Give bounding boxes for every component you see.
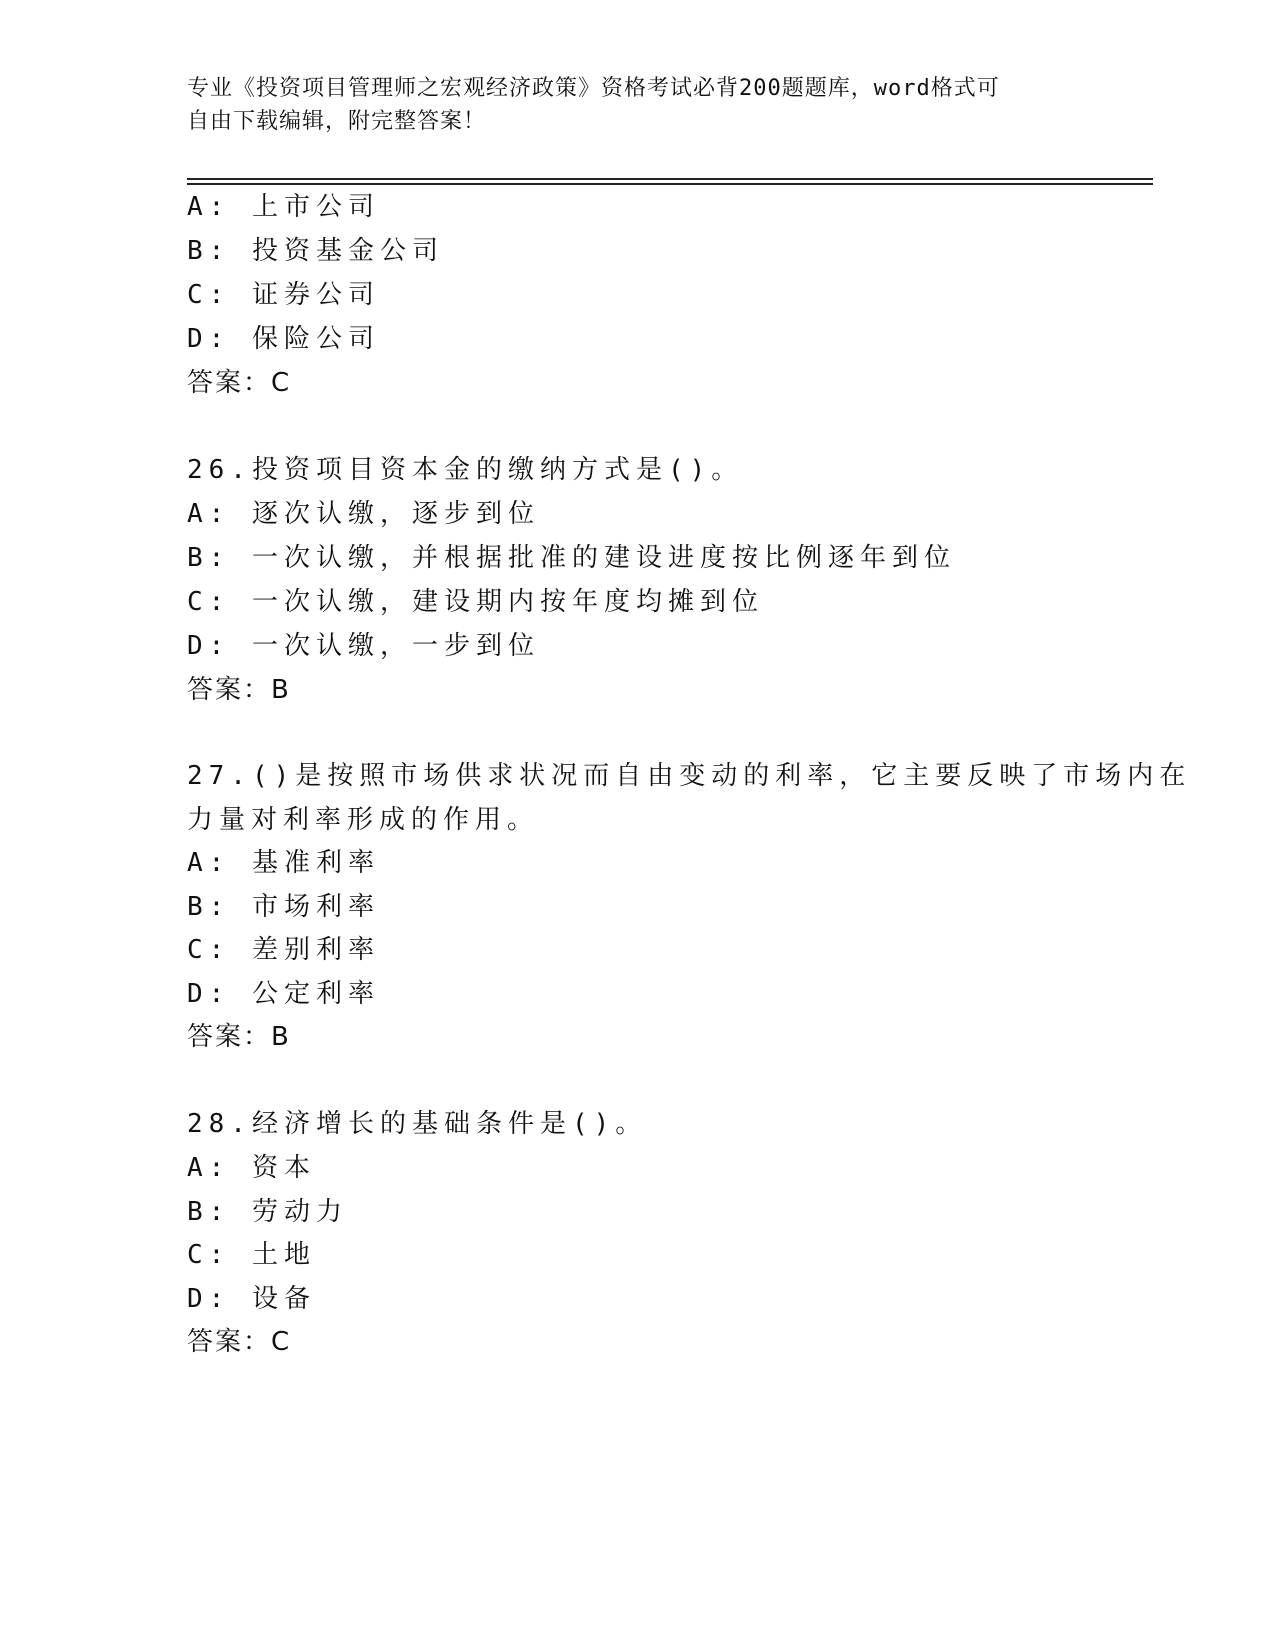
q27-option-b: B: 市场利率: [187, 892, 380, 922]
q26-answer: 答案：B: [187, 675, 291, 705]
q25-option-d: D: 保险公司: [187, 324, 380, 354]
header-line-2: 自由下载编辑，附完整答案！: [187, 109, 487, 134]
q27-question-line-2: 力量对利率形成的作用。: [187, 805, 540, 835]
header-divider-top: [187, 178, 1153, 180]
q25-answer: 答案：C: [187, 368, 292, 398]
q28-option-a: A: 资本: [187, 1153, 316, 1183]
q27-option-a: A: 基准利率: [187, 848, 380, 878]
q26-option-b: B: 一次认缴，并根据批准的建设进度按比例逐年到位: [187, 543, 956, 573]
header-line-1: 专业《投资项目管理师之宏观经济政策》资格考试必背200题题库，word格式可: [187, 76, 1000, 101]
document-header: [187, 72, 1087, 138]
q26-question: 26.投资项目资本金的缴纳方式是()。: [187, 455, 744, 485]
q27-option-c: C: 差别利率: [187, 935, 380, 965]
q28-option-d: D: 设备: [187, 1284, 316, 1314]
q25-option-c: C: 证券公司: [187, 280, 380, 310]
q28-option-c: C: 土地: [187, 1240, 316, 1270]
q27-option-d: D: 公定利率: [187, 979, 380, 1009]
q28-option-b: B: 劳动力: [187, 1197, 348, 1227]
q25-option-a: A: 上市公司: [187, 192, 380, 222]
header-divider-bottom: [187, 183, 1153, 185]
q26-option-d: D: 一次认缴，一步到位: [187, 631, 540, 661]
q26-option-c: C: 一次认缴，建设期内按年度均摊到位: [187, 587, 764, 617]
q27-answer: 答案：B: [187, 1022, 291, 1052]
q25-option-b: B: 投资基金公司: [187, 236, 444, 266]
q27-question-line-1: 27.()是按照市场供求状况而自由变动的利率，它主要反映了市场内在: [187, 761, 1192, 791]
q28-answer: 答案：C: [187, 1327, 292, 1357]
q28-question: 28.经济增长的基础条件是()。: [187, 1109, 648, 1139]
q26-option-a: A: 逐次认缴，逐步到位: [187, 499, 540, 529]
